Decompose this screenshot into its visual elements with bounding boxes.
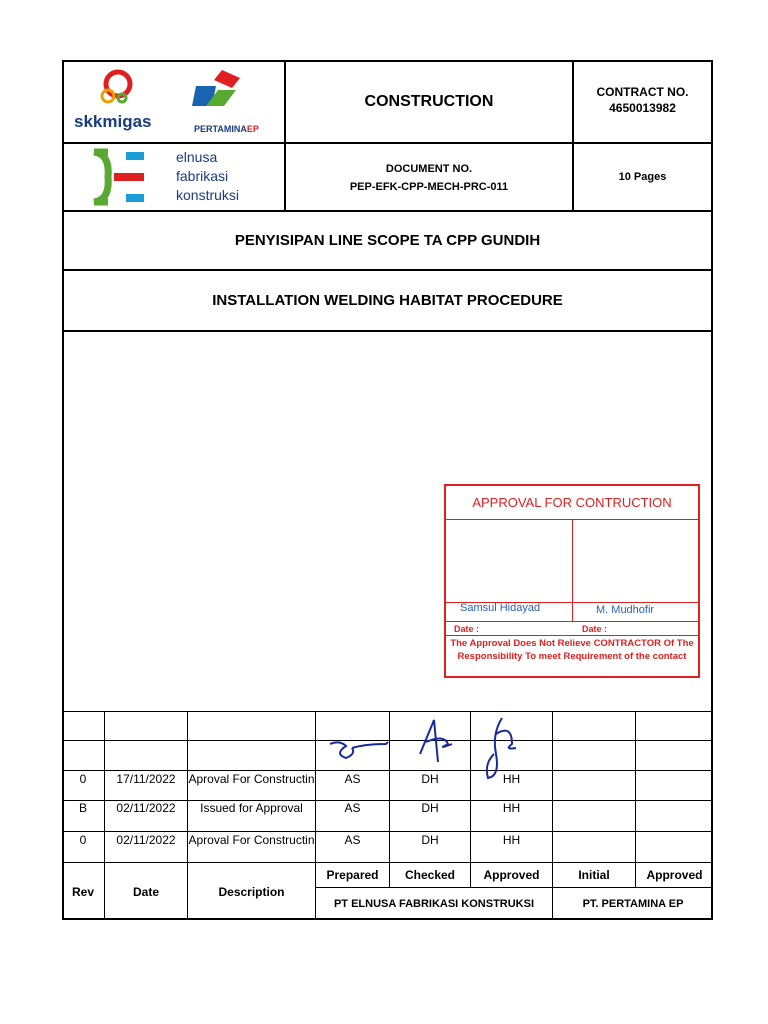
- procedure-title: INSTALLATION WELDING HABITAT PROCEDURE: [212, 292, 563, 309]
- approval-disclaimer: The Approval Does Not Relieve CONTRACTOR Of The Responsibility To meet Requirement of the contact: [450, 638, 694, 662]
- rev-row-line-4: [62, 831, 713, 832]
- pertamina-ep-word: EP: [246, 124, 259, 134]
- rev-cell-approved: HH: [502, 772, 521, 786]
- header-description: Description: [218, 884, 285, 899]
- approval-vdivider: [572, 519, 573, 621]
- rev-cell-prepared: AS: [344, 772, 361, 786]
- project-title: PENYISIPAN LINE SCOPE TA CPP GUNDIH: [234, 232, 541, 249]
- pertamina-word: PERTAMINA: [194, 124, 247, 134]
- contract-info: [574, 84, 711, 116]
- rev-cell-rev: 0: [79, 833, 87, 847]
- signature-prepared-icon: [330, 742, 388, 758]
- header-rev: Rev: [71, 884, 94, 899]
- header-divider-4: [62, 330, 713, 332]
- approver-name-right: M. Mudhofir: [596, 604, 655, 616]
- elnusa-logo-icon: [64, 144, 284, 210]
- rev-cell-approved: HH: [502, 801, 521, 815]
- rev-cell-checked: DH: [421, 833, 439, 847]
- document-info: [286, 160, 572, 196]
- rev-cell-description: Aproval For Constructin: [188, 772, 315, 786]
- signature-approved-icon: [487, 718, 516, 778]
- rev-cell-checked: DH: [421, 801, 439, 815]
- rev-vline-7: [635, 711, 636, 887]
- elnusa-logo: [64, 144, 284, 210]
- rev-cell-date: 02/11/2022: [116, 833, 176, 847]
- rev-cell-date: 02/11/2022: [116, 801, 176, 815]
- rev-cell-rev: 0: [79, 772, 87, 786]
- rev-cell-prepared: AS: [344, 801, 361, 815]
- rev-cell-description: Issued for Approval: [200, 801, 303, 815]
- page-count: 10 Pages: [618, 171, 667, 183]
- elnusa-wordmark: [176, 148, 239, 205]
- skkmigas-text: skkmigas: [74, 112, 152, 131]
- rev-cell-description: Aproval For Constructin: [188, 833, 315, 847]
- rev-cell-checked: DH: [421, 772, 439, 786]
- approval-date-right: Date :: [582, 624, 608, 634]
- elnusa-line-2: fabrikasi: [176, 168, 229, 184]
- rev-cell-rev: B: [78, 801, 87, 815]
- document-number: PEP-EFK-CPP-MECH-PRC-011: [349, 181, 509, 193]
- approval-title: APPROVAL FOR CONTRUCTION: [472, 495, 672, 510]
- rev-cell-date: 17/11/2022: [116, 772, 176, 786]
- rev-table-top: [62, 711, 713, 712]
- rev-cell-prepared: AS: [344, 833, 361, 847]
- approval-stamp: [444, 484, 700, 678]
- header-prepared: Prepared: [326, 868, 379, 882]
- signature-checked-icon: [420, 720, 452, 762]
- pertamina-text: [194, 124, 259, 134]
- contract-number: 4650013982: [609, 101, 676, 115]
- elnusa-line-1: elnusa: [176, 149, 218, 165]
- contract-label: CONTRACT NO.: [596, 85, 689, 99]
- elnusa-line-3: konstruksi: [176, 187, 240, 203]
- document-type-title: CONSTRUCTION: [364, 93, 494, 110]
- header-date: Date: [132, 884, 159, 899]
- approver-name-left: Samsul Hidayad: [460, 602, 541, 614]
- header-contractor: PT ELNUSA FABRIKASI KONSTRUKSI: [333, 898, 535, 910]
- header-owner: PT. PERTAMINA EP: [582, 898, 684, 910]
- rev-cell-approved: HH: [502, 833, 521, 847]
- approval-divider-4: [446, 635, 698, 636]
- header-initial: Initial: [578, 868, 610, 882]
- logo-area-top: [64, 62, 284, 142]
- approval-date-left: Date :: [454, 624, 480, 634]
- header-approved-owner: Approved: [646, 868, 703, 882]
- header-checked: Checked: [404, 868, 456, 882]
- header-approved: Approved: [483, 868, 540, 882]
- approval-divider-3: [446, 621, 698, 622]
- document-label: DOCUMENT NO.: [385, 163, 473, 175]
